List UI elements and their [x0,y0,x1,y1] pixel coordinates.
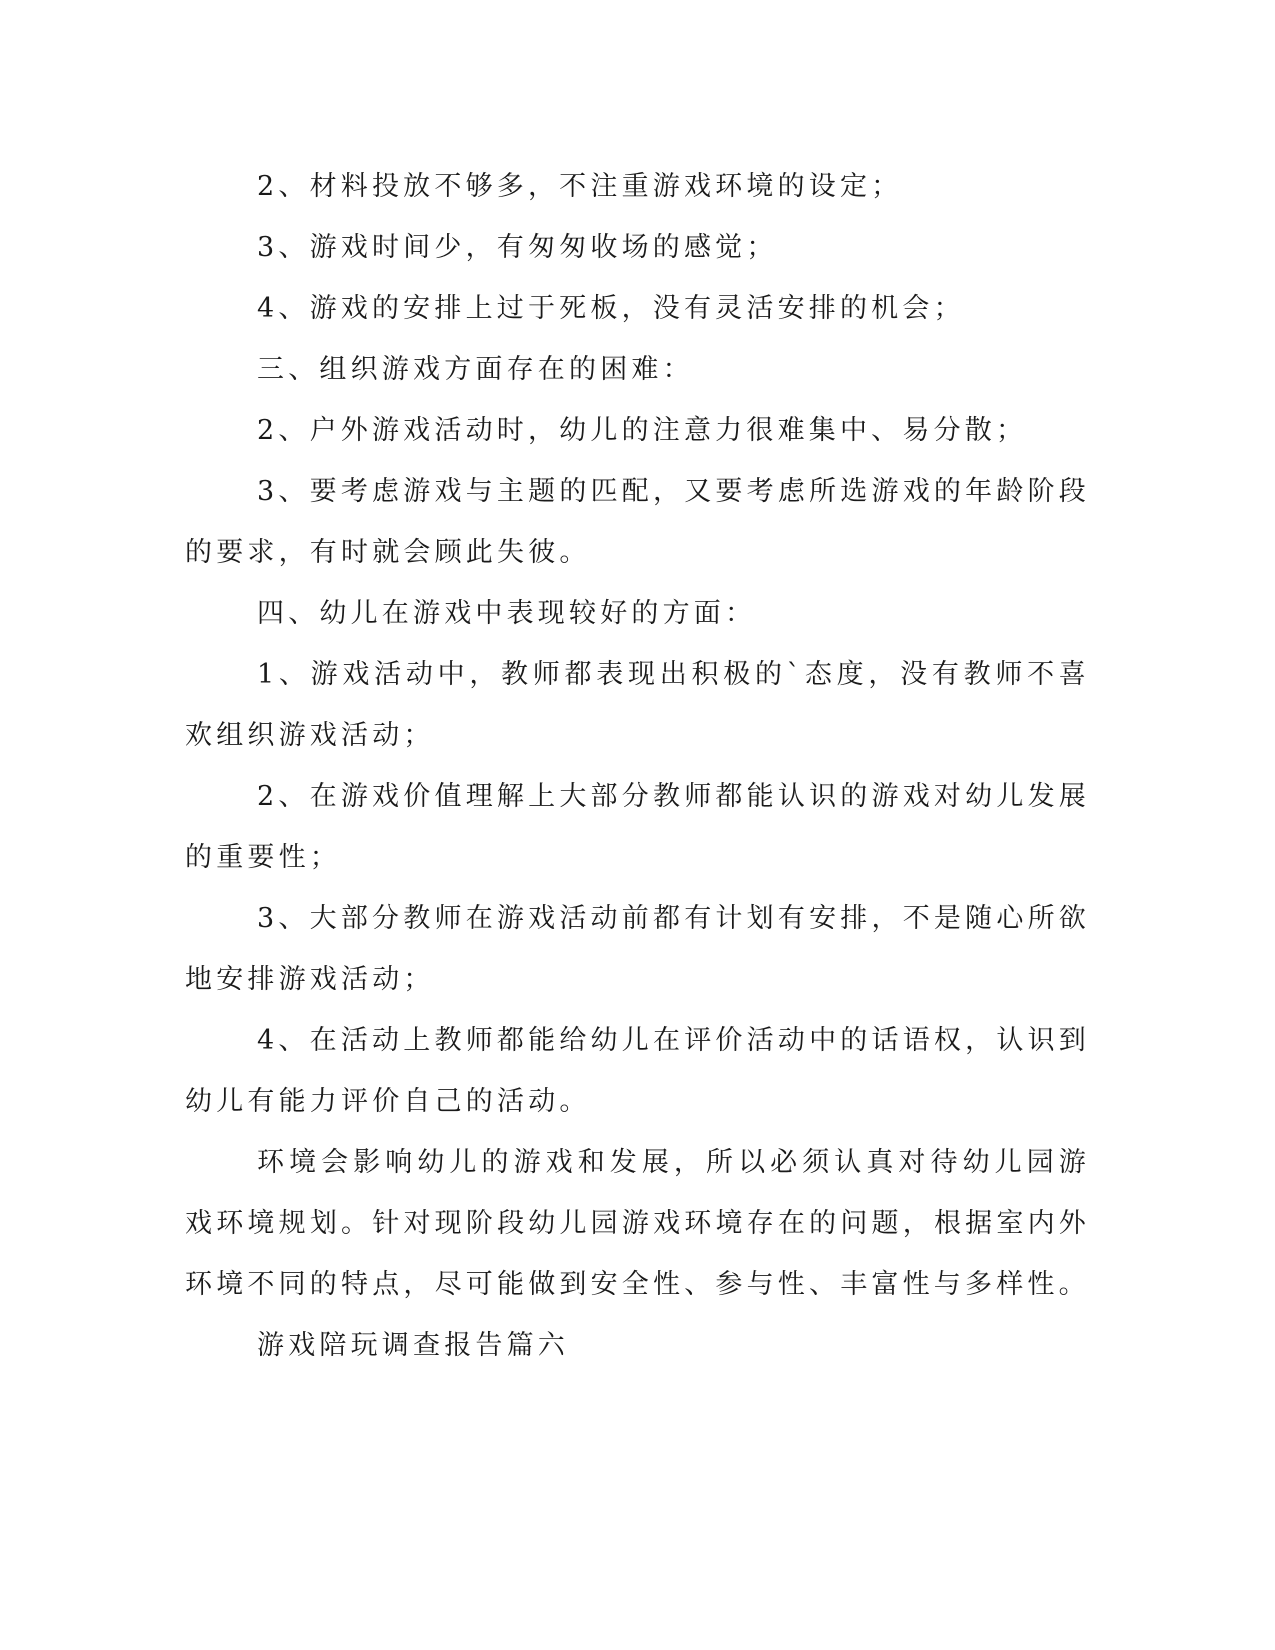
paragraph-environment-summary: 环境会影响幼儿的游戏和发展，所以必须认真对待幼儿园游戏环境规划。针对现阶段幼儿园游戏环境存在的问题，根据室内外环境不同的特点，尽可能做到安全性、参与性、丰富性与多样性。 [185,1147,1090,1300]
paragraph-game-value: 2、在游戏价值理解上大部分教师都能认识的游戏对幼儿发展的重要性； [185,781,1090,873]
document-body [185,156,1090,1376]
paragraph-material-placement: 2、材料投放不够多，不注重游戏环境的设定； [257,171,903,202]
section-title-report-six: 游戏陪玩调查报告篇六 [257,1330,569,1361]
paragraph-evaluation-voice: 4、在活动上教师都能给幼儿在评价活动中的话语权，认识到幼儿有能力评价自己的活动。 [185,1025,1090,1117]
section-heading-difficulties: 三、组织游戏方面存在的困难： [257,354,694,385]
paragraph-rigid-arrangement: 4、游戏的安排上过于死板，没有灵活安排的机会； [257,293,965,324]
paragraph-game-time: 3、游戏时间少，有匆匆收场的感觉； [257,232,778,263]
section-heading-good-aspects: 四、幼儿在游戏中表现较好的方面： [257,598,757,629]
paragraph-outdoor-attention: 2、户外游戏活动时，幼儿的注意力很难集中、易分散； [257,415,1028,446]
paragraph-positive-attitude: 1、游戏活动中，教师都表现出积极的`态度，没有教师不喜欢组织游戏活动； [185,659,1090,751]
paragraph-theme-matching: 3、要考虑游戏与主题的匹配，又要考虑所选游戏的年龄阶段的要求，有时就会顾此失彼。 [185,476,1090,568]
paragraph-planning: 3、大部分教师在游戏活动前都有计划有安排，不是随心所欲地安排游戏活动； [185,903,1090,995]
